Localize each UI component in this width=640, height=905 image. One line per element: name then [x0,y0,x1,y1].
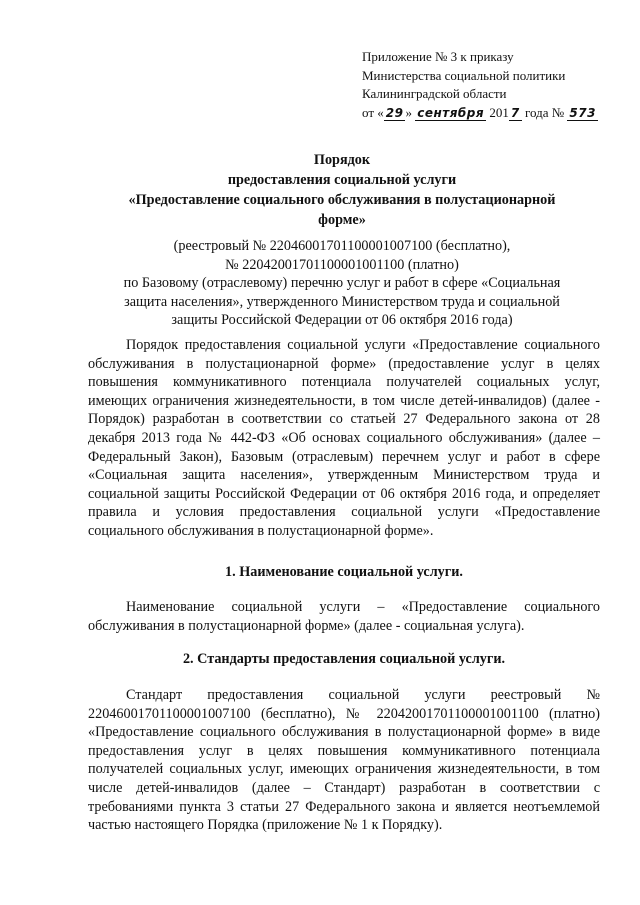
appendix-line-2: Министерства социальной политики [362,67,566,83]
registry-line-4: защита населения», утвержденного Министерством труда и социальной [124,293,560,310]
number-prefix: года № [521,104,568,120]
title-line-4: форме» [318,212,366,228]
appendix-line-3: Калининградской области [362,86,507,101]
title-line-2: предоставления социальной услуги [227,172,457,188]
section-2-text: Стандарт предоставления социальной услуги реестровый № 22046001701100001007100 (бесплатно), № 22042001701100001001100 (платно) «Предоставление социального обслуживания в полустационарной форме» в виде предоставления услуг в целях повышения коммуникативного потенциала получателей социальных услуг, имеющих ограничения жизнедеятельности, в том числе детей-инвалидов (далее – Стандарт) разработан в соответствии с требованиями пункта 3 статьи 27 Федерального закона и является неотъемлемой частью настоящего Порядка (приложение № 1 к Порядку). [88,687,600,834]
handwritten-month: сентября [417,105,485,120]
section-2-heading: 2. Стандарты предоставления социальной услуги. [182,651,506,667]
intro-paragraph: Порядок предоставления социальной услуги «Предоставление социального обслуживания в полустационарной форме» (предоставление услуг в целях повышения коммуникативного потенциала получателей социальных услуг, имеющих ограничения жизнедеятельности, в том числе детей-инвалидов) (далее - Порядок) разработан в соответствии со статьей 27 Федерального закона от 28 декабря 2013 года № 442-ФЗ «Об основах социального обслуживания» (далее – Федеральный Закон), Базовым (отраслевым) перечнем услуг и работ в сфере «Социальная защита населения», утвержденным Министерством труда и социальной защиты Российской Федерации от 06 октября 2016 года, и определяет правила и условия предоставления социальной услуги «Предоставление социального обслуживания в полустационарной форме». [88,337,600,539]
section-1-text: Наименование социальной услуги – «Предоставление социального обслуживания в полустационарной форме» (далее - социальная услуга). [88,599,600,634]
registry-block [82,237,602,330]
appendix-date-line [362,104,632,123]
handwritten-order-number: 573 [569,105,596,120]
handwritten-year-digit: 7 [510,105,520,120]
registry-line-5: защиты Российской Федерации от 06 октября 2016 года) [171,312,513,328]
date-prefix: от « [362,104,384,120]
title-line-1: Порядок [313,152,371,168]
title-line-3: «Предоставление социального обслуживания в полустационарной [128,192,556,208]
registry-line-3: по Базовому (отраслевому) перечню услуг и работ в сфере «Социальная [123,275,561,291]
year-prefix: 201 [486,104,509,120]
registry-line-1: (реестровый № 22046001701100001007100 (бесплатно), [173,238,511,254]
section-1-heading: 1. Наименование социальной услуги. [225,564,463,580]
registry-line-2: № 22042001701100001001100 (платно) [225,256,459,273]
appendix-header [362,48,632,122]
appendix-line-1: Приложение № 3 к приказу [362,49,514,64]
document-title [82,150,602,230]
handwritten-day: 29 [385,105,404,120]
date-mid: » [405,104,416,120]
